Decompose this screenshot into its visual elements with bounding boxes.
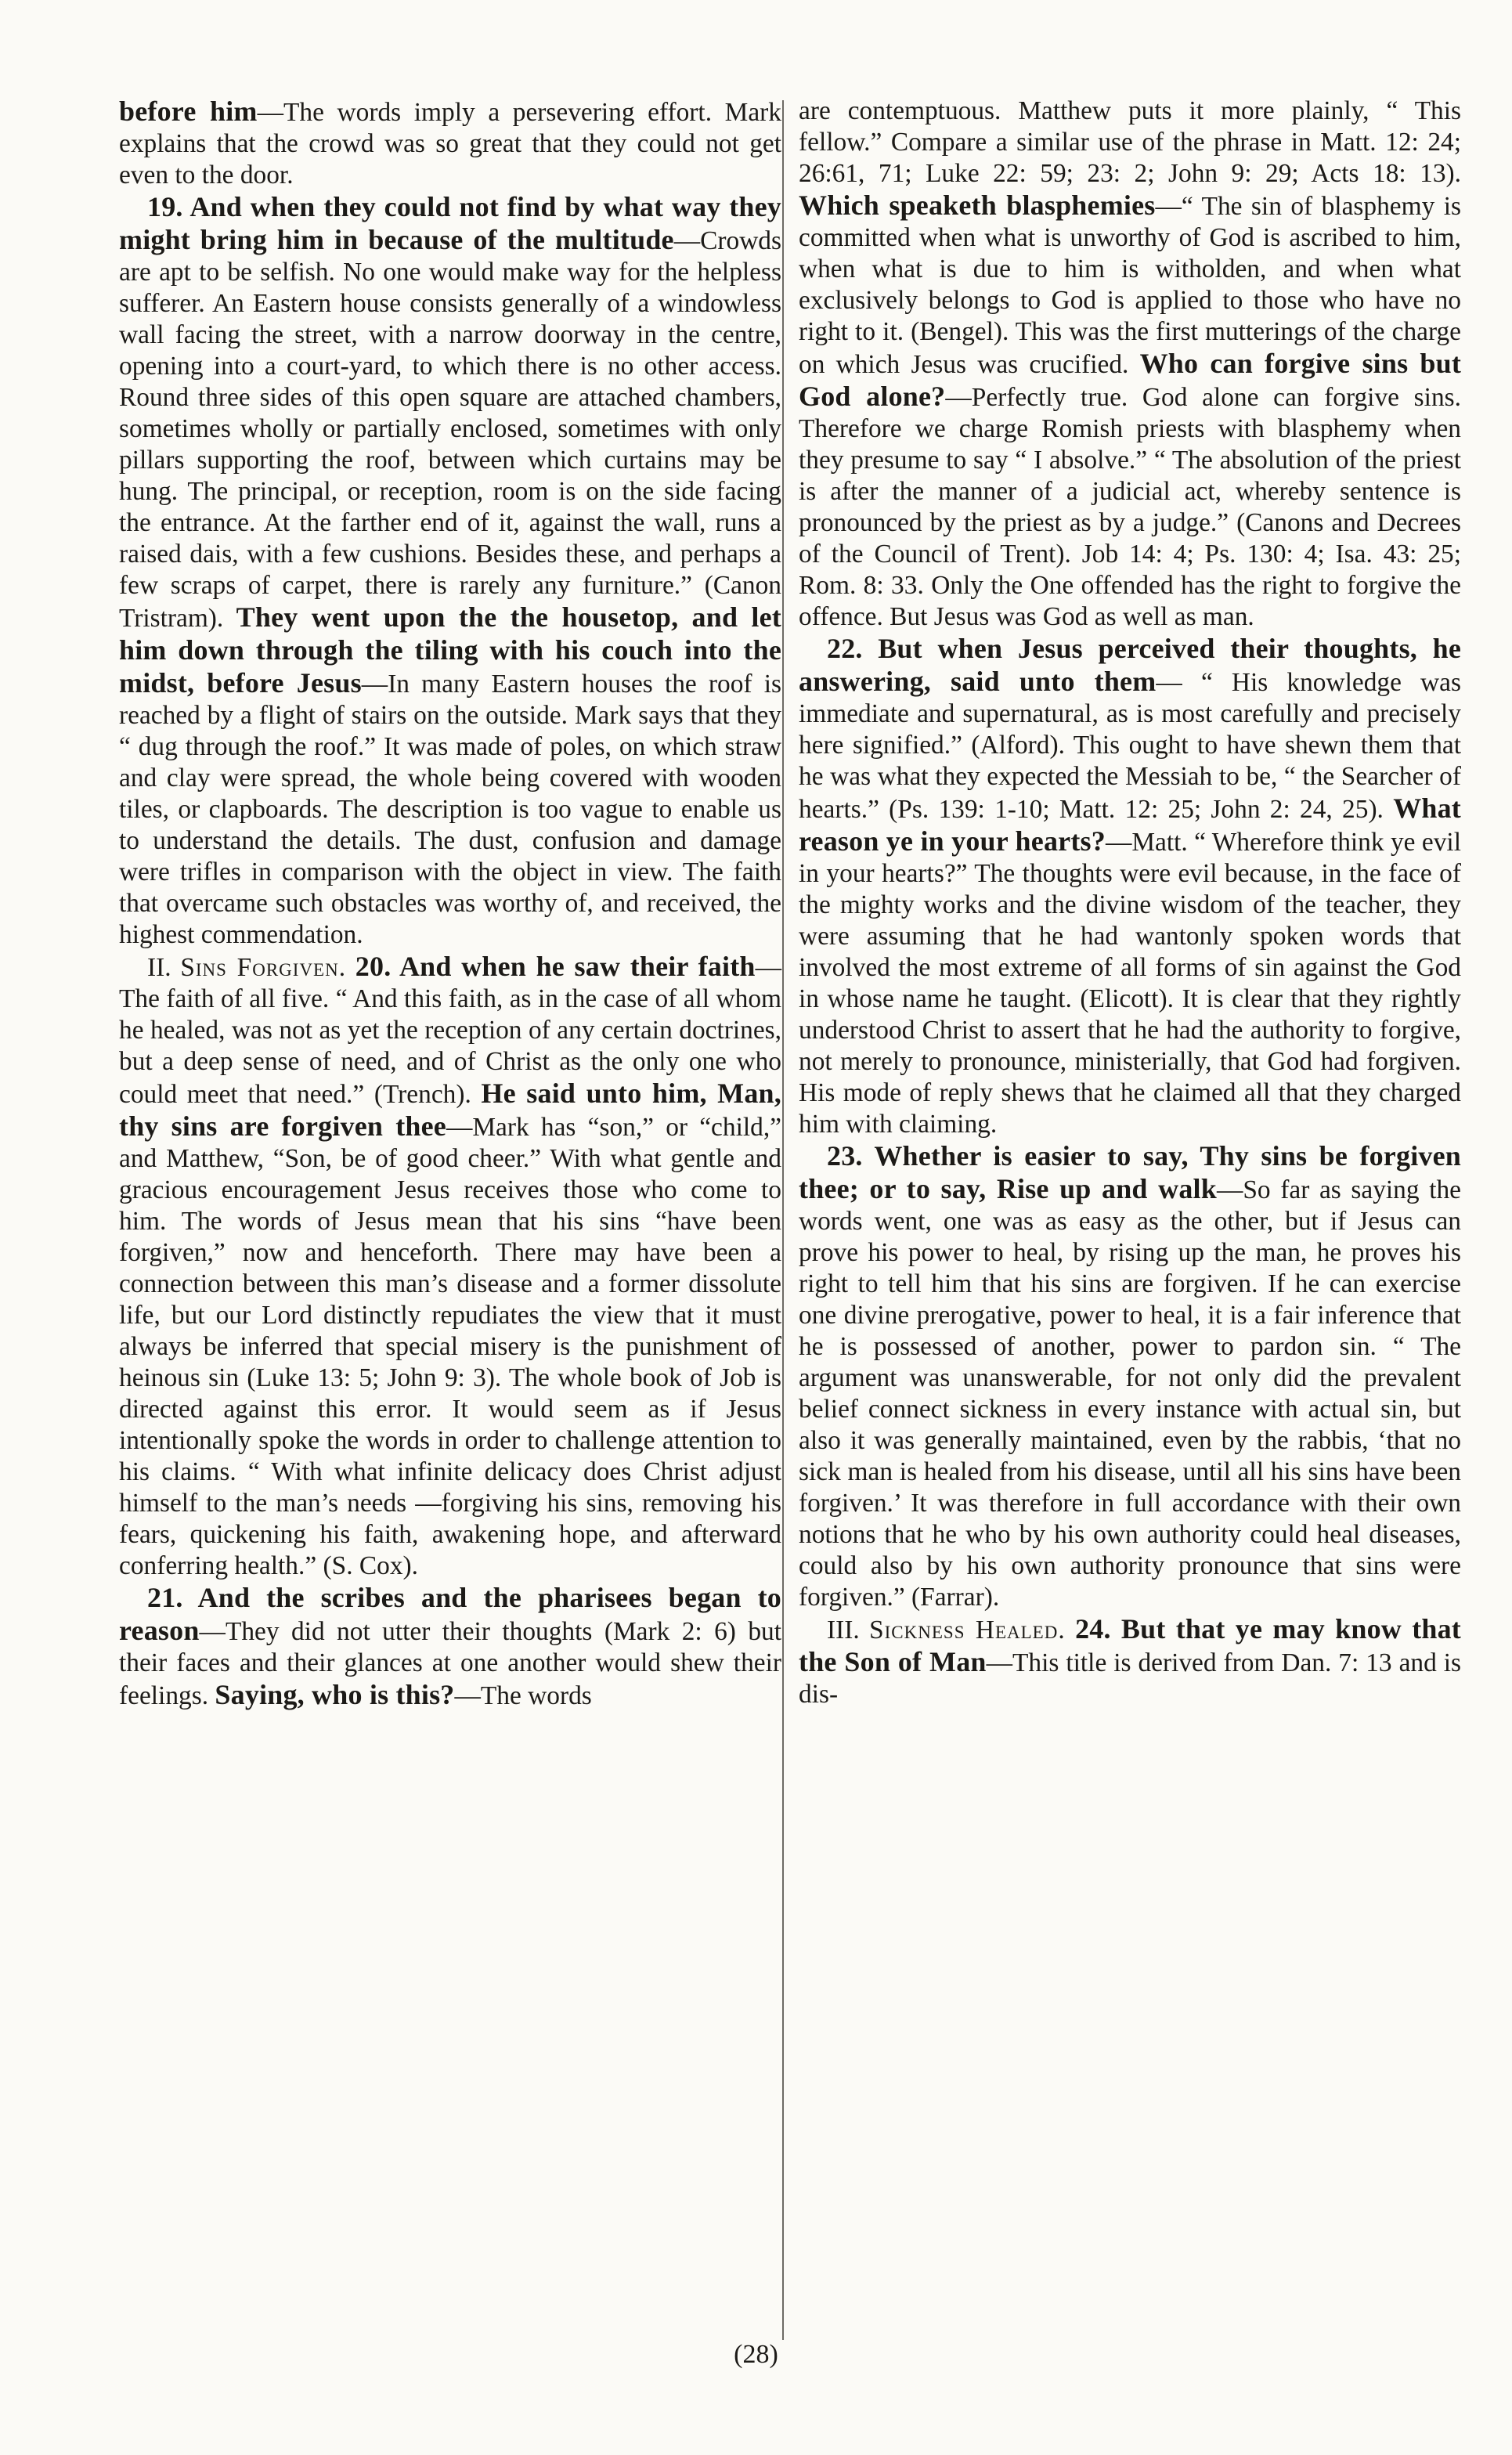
commentary-text: —Matt. “ Wherefore think ye evil in your hearts?” The thoughts were evil because, in the face of the mighty works and the divine wisdom of the teacher, they were assuming that he had wantonly spoken words that involved the most extreme of all forms of sin against the God in whose name he taught. (Elicott). It is clear that they rightly understood Christ to assert that he had the authority to forgive, not merely to pronounce, ministerially, that God had forgiven. His mode of reply shews that he claimed all that they charged him with claiming. [799,828,1461,1139]
paragraph [799,633,1461,1140]
paragraph [119,1582,781,1712]
commentary-text: —Mark has “son,” or “child,” and Matthew, “Son, be of good cheer.” With what gentle and gracious encouragement Jesus receives those who come to him. The words of Jesus mean that his sins “have been forgiven,” now and henceforth. There may have been a connection between this man’s disease and a former dissolute life, but our Lord distinctly repudiates the view that it must always be inferred that special misery is the punishment of heinous sin (Luke 13: 5; John 9: 3). The whole book of Job is directed against this error. It would seem as if Jesus intentionally spoke the words in order to challenge attention to his claims. “ With what infinite delicacy does Christ adjust himself to the man’s needs —forgiving his sins, removing his fears, quickening his faith, awakening hope, and afterward conferring health.” (S. Cox). [119,1113,781,1580]
left-text-column [119,96,781,1712]
commentary-text: —The faith of all five. “ And this faith, as in the case of all whom he healed, was not as yet the reception of any certain doctrines, but a deep sense of need, and of Christ as the only one who could meet that need.” (Trench). [119,953,781,1109]
column-rule [782,100,784,2340]
commentary-text: —In many Eastern houses the roof is reached by a flight of stairs on the outside. Mark says that they “ dug through the roof.” It was made of poles, on which straw and clay were spread, the whole being covered with wooden tiles, or clapboards. The description is too vague to enable us to understand the details. The dust, confusion and damage were trifles in comparison with the object in view. The faith that overcame such obstacles was worthy of, and received, the highest commendation. [119,670,781,949]
verse-heading: They went upon the the housetop, and let him down through the tiling with his couch into the midst, before Jesus [119,601,781,699]
commentary-text: —This title is derived from Dan. 7: 13 and is dis- [799,1648,1461,1709]
section-title: Sickness Healed. [869,1616,1066,1644]
commentary-text [346,953,355,982]
verse-heading: 19. And when they could not find by what way they might bring him in because of the multitude [119,191,781,255]
commentary-text: —So far as saying the words went, one was as easy as the other, but if Jesus can prove his power to heal, by rising up the man, he proves his right to tell him that his sins are forgiven. If he can exercise one divine prerogative, power to heal, it is a fair inference that he is possessed of another, power to pardon sin. “ The argument was unanswerable, for not only did the prevalent belief connect sickness in every instance with actual sin, but also it was generally maintained, even by the rabbis, ‘that no sick man is healed from his disease, until all his sins have been forgiven.’ It was therefore in full accordance with their own notions that he who by his own authority could heal diseases, could also by his own authority pronounce that sins were forgiven.” (Farrar). [799,1175,1461,1612]
verse-heading: Which speaketh blasphemies [799,190,1156,221]
paragraph [119,191,781,951]
paragraph [799,1613,1461,1710]
commentary-text: III. [827,1616,870,1644]
section-title: Sins Forgiven. [180,953,347,982]
verse-heading: 23. Whether is easier to say, Thy sins be forgiven thee; or to say, Rise up and walk [799,1140,1461,1204]
paragraph [799,1140,1461,1613]
page-number: (28) [734,2340,778,2369]
commentary-text: —Perfectly true. God alone can forgive sins. Therefore we charge Romish priests with blasphemy when they presume to say “ I absolve.” “ The absolution of the priest is after the manner of a judicial act, whereby sentence is pronounced by the priest as by a judge.” (Canons and Decrees of the Council of Trent). Job 14: 4; Ps. 130: 4; Isa. 43: 25; Rom. 8: 33. Only the One offended has the right to forgive the offence. But Jesus was God as well as man. [799,383,1461,631]
verse-heading: Saying, who is this? [215,1679,455,1710]
commentary-text: II. [147,953,181,982]
verse-heading: 21. And the scribes and the pharisees began to reason [119,1582,781,1646]
commentary-text: —They did not utter their thoughts (Mark 2: 6) but their faces and their glances at one another would shew their feelings. [119,1617,781,1710]
right-text-column [799,96,1461,1710]
paragraph [799,96,1461,633]
verse-heading: 24. But that ye may know that the Son of Man [799,1613,1461,1677]
commentary-text: — “ His knowledge was immediate and supernatural, as is most carefully and precisely here signified.” (Alford). This ought to have shewn them that he was what they expected the Messiah to be, “ the Searcher of hearts.” (Ps. 139: 1-10; Matt. 12: 25; John 2: 24, 25). [799,668,1461,824]
verse-heading: He said unto him, Man, thy sins are forgiven thee [119,1078,781,1142]
verse-heading: Who can forgive sins but God alone? [799,348,1462,412]
commentary-text: —“ The sin of blasphemy is committed when what is unworthy of God is ascribed to him, when what is due to him is witholden, and when what exclusively belongs to God is applied to those who have no right to it. (Bengel). This was the first mutterings of the charge on which Jesus was crucified. [799,192,1462,379]
commentary-text: —Crowds are apt to be selfish. No one would make way for the helpless sufferer. An Eastern house consists generally of a windowless wall facing the street, with a narrow doorway in the centre, opening into a court-yard, to which there is no other access. Round three sides of this open square are attached chambers, sometimes wholly or partially enclosed, sometimes with only pillars supporting the roof, between which curtains may be hung. The principal, or reception, room is on the side facing the entrance. At the farther end of it, against the wall, runs a raised dais, with a few cushions. Besides these, and perhaps a few scraps of carpet, there is rarely any furniture.” (Canon Tristram). [119,226,781,633]
paragraph [119,951,781,1582]
verse-heading: 20. And when he saw their faith [355,951,756,982]
commentary-text: are contemptuous. Matthew puts it more plainly, “ This fellow.” Compare a similar use of the phrase in Matt. 12: 24; 26:61, 71; Luke 22: 59; 23: 2; John 9: 29; Acts 18: 13). [799,96,1461,188]
verse-heading: before him [119,96,258,127]
commentary-text: —The words [454,1681,592,1710]
commentary-text: —The words imply a persevering effort. Mark explains that the crowd was so great that they could not get even to the door. [119,98,781,190]
verse-heading: 22. But when Jesus perceived their thoughts, he answering, said unto them [799,633,1461,697]
paragraph [119,96,781,191]
verse-heading: What reason ye in your hearts? [799,792,1461,857]
commentary-text [1066,1616,1075,1644]
